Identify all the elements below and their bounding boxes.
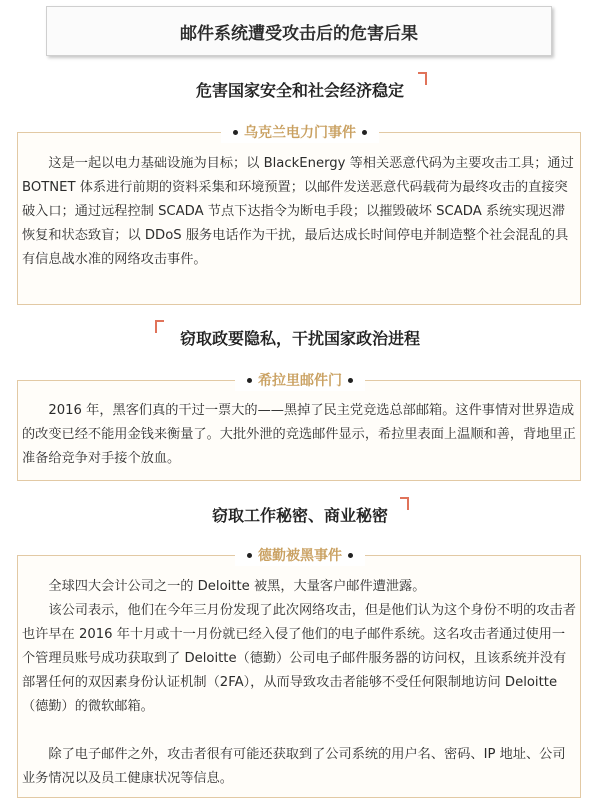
case-card-title: 乌克兰电力门事件 bbox=[0, 122, 600, 142]
case-paragraph: 该公司表示，他们在今年三月份发现了此次网络攻击，但是他们认为这个身份不明的攻击者也许早在 2016 年十月或十一月份就已经入侵了他们的电子邮件系统。这名攻击者通过使用一个管理员账号成功获取到了 Deloitte（德勤）公司电子邮件服务器的访问权，且该系统并没有部署任何的双因素身份认证机制（2FA），从而导致攻击者能够不受任何限制地访问 Deloitte（德勤）的微软邮箱。 bbox=[22, 603, 576, 714]
bullet-dot-icon bbox=[348, 553, 353, 558]
case-paragraph: 全球四大会计公司之一的 Deloitte 被黑，大量客户邮件遭泄露。 bbox=[48, 579, 426, 594]
decorative-bracket bbox=[400, 497, 409, 510]
case-card-title: 德勤被黑事件 bbox=[0, 545, 600, 565]
case-paragraph: 这是一起以电力基础设施为目标；以 BlackEnergy 等相关恶意代码为主要攻击工具；通过 BOTNET 体系进行前期的资料采集和环境预置；以邮件发送恶意代码载荷为最终攻击的直接突破入口；通过远程控制 SCADA 节点下达指令为断电手段；以摧毁破坏 SCADA 系统实现迟滞恢复和状态致盲；以 DDoS 服务电话作为干扰，最后达成长时间停电并制造整个社会混乱的具有信息战水准的网络攻击事件。 bbox=[22, 156, 574, 267]
bullet-dot-icon bbox=[247, 553, 252, 558]
section-heading-3: 窃取工作秘密、商业秘密 bbox=[211, 506, 388, 525]
bullet-dot-icon bbox=[348, 378, 353, 383]
decorative-bracket bbox=[418, 72, 427, 85]
bullet-dot-icon bbox=[362, 130, 367, 135]
page-title: 邮件系统遭受攻击后的危害后果 bbox=[46, 6, 552, 56]
section-heading-1: 危害国家安全和社会经济稳定 bbox=[195, 81, 404, 100]
bullet-dot-icon bbox=[233, 130, 238, 135]
decorative-bracket bbox=[155, 320, 164, 333]
case-paragraph: 2016 年，黑客们真的干过一票大的——黑掉了民主党竞选总部邮箱。这件事情对世界造成的改变已经不能用金钱来衡量了。大批外泄的竞选邮件显示，希拉里表面上温顺和善，背地里正准备给竞争对手接个放血。 bbox=[22, 403, 576, 466]
section-heading-2: 窃取政要隐私，干扰国家政治进程 bbox=[179, 329, 420, 348]
case-card-title: 希拉里邮件门 bbox=[0, 370, 600, 390]
case-paragraph: 除了电子邮件之外，攻击者很有可能还获取到了公司系统的用户名、密码、IP 地址、公司业务情况以及员工健康状况等信息。 bbox=[22, 747, 566, 786]
bullet-dot-icon bbox=[247, 378, 252, 383]
